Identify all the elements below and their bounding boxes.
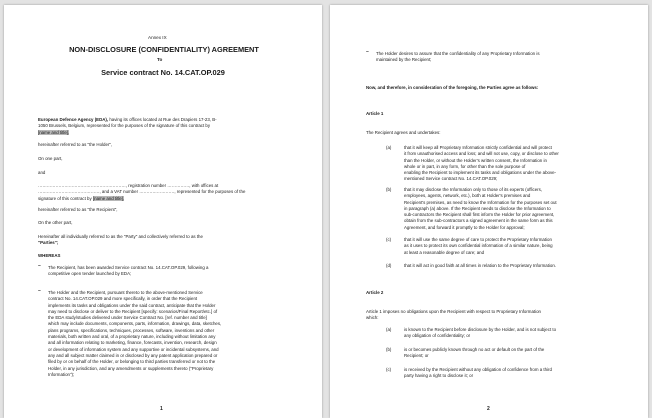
document-page-1 — [4, 5, 322, 418]
eda-paragraph: European Defence Agency (EDA), having its offices located at Rue des Drapiers 17-23, B- 1050 Brussels, Belgium, represented for the purposes of the signature of this contract by [name and title], — [38, 117, 217, 135]
item-1b: that it may disclose the Information only to those of its experts (officers, employees, agents, network, etc.), both at Holder's premises and Recipient's premises, as need to know the Information for the purposes set out in paragraph (a) above. If the Recipient needs to disclose the Information to sub-contractors the Recipient shall first inform the Holder for prior agreement, obtain from the sub-contractors a signed agreement in the same form as this Agreement, and forward it promptly to the Holder for approval; — [404, 187, 557, 230]
one-part: On one part, — [38, 156, 63, 161]
recipient-reference: hereinafter referred to as "the Recipient", — [38, 207, 118, 212]
bullet-dash-2: – — [38, 288, 41, 294]
to-label: To — [157, 57, 163, 62]
item-2c-label: (c) — [386, 367, 392, 372]
item-1a: that it will keep all Proprietary Information strictly confidential and will protect it from unauthorised access and loss; and will not use, copy, or disclose to other than the Holder, or without the Holder's written consent, the Information in whole or in part, in any form, for other than the sole purpose of enabling the Recipient to implement its tasks and obligations under the above- mentioned Service contract No. 14.CAT.OP.029; — [404, 145, 559, 182]
holder-desire: The Holder desires to assure that the confidentiality of any Proprietary Information is maintained by the Recipient; — [376, 51, 540, 63]
whereas-item-2: The Holder and the Recipient, pursuant thereto to the above-mentioned Service contract No. 14.CAT.OP.029 and more specifically, in order that the Recipient implements its tasks and obligations under the said contract, anticipate that the Holder may need to disclose or deliver to the Recipient [specify: scenarios/Final Report/etc.] of the EDA study/studies delivered under Service Contract No. [ref. number and title] which may include documents, components, parts, information, drawings, data, sketches, plans programs, specifications, techniques, processes, software, inventions and other materials, both written and oral, of a proprietary nature, including without limitation any and all information relating to marketing, finance, forecasts, invention, research, design or development of information system and any supportive or incidental subsystems, and any and all subject matter claimed in or disclosed by any patent application prepared or filed by or on behalf of the Holder, or belonging to third parties transferred or not to the Holder, in any jurisdiction, and any amendments or supplements thereto ("Proprietary Information"); — [48, 290, 222, 377]
document-page-2 — [330, 5, 648, 418]
item-2a: is known to the Recipient before disclosure by the Holder, and is not subject to any obligation of confidentiality; or — [404, 327, 557, 339]
article-1-heading: Article 1 — [366, 111, 384, 116]
other-part: On the other part, — [38, 220, 73, 225]
item-1c: that it will use the same degree of care to protect the Proprietary Information as it uses to protect its own confidential information of a similar nature, being at least a reasonable degree of care; and — [404, 237, 553, 255]
undertakes-text: The Recipient agrees and undertakes: — [366, 130, 441, 135]
whereas-item-1: The Recipient, has been awarded Service contract No. 14.CAT.OP.029, following a competitive open tender launched by EDA; — [48, 265, 209, 277]
annex-label: Annex IX — [148, 35, 167, 40]
recipient-paragraph: ……………………………………………………, registration number ……………, with offices at ……………………………………, and a VAT number ……………………, represented for the purposes of the signature of this contract by [name and title], — [38, 183, 246, 201]
holder-reference: hereinafter referred to as "the Holder", — [38, 142, 113, 147]
now-therefore: Now, and therefore, in consideration of the foregoing, the Parties agree as follows: — [366, 85, 539, 90]
page-number: 2 — [487, 406, 490, 412]
item-2c: is received by the Recipient without any obligation of confidence from a third party having a right to disclose it; or — [404, 367, 552, 379]
article-2-heading: Article 2 — [366, 290, 384, 295]
item-2b-label: (b) — [386, 347, 392, 352]
bullet-dash-3: – — [366, 49, 369, 55]
and-label: and — [38, 170, 46, 175]
article-2-intro: Article 1 imposes no obligations upon the Recipient with respect to Proprietary Information which: — [366, 309, 541, 321]
item-1a-label: (a) — [386, 145, 392, 150]
item-1d-label: (d) — [386, 263, 392, 268]
whereas-heading: WHEREAS — [38, 253, 61, 258]
contract-title: Service contract No. 14.CAT.OP.029 — [101, 68, 225, 77]
item-1d: that it will act in good faith at all times in relation to the Proprietary Information. — [404, 263, 557, 268]
item-2a-label: (a) — [386, 327, 392, 332]
bullet-dash-1: – — [38, 263, 41, 269]
agreement-title: NON-DISCLOSURE (CONFIDENTIALITY) AGREEMENT — [69, 45, 259, 54]
page-number: 1 — [160, 406, 163, 412]
item-2b: is or becomes publicly known through no act or default on the part of the Recipient; or — [404, 347, 545, 359]
item-1c-label: (c) — [386, 237, 392, 242]
parties-paragraph: Hereinafter all individually referred to as the "Party" and collectively referred to as the "Parties"; — [38, 234, 203, 246]
highlight-recipient-name: [name and title], — [92, 195, 125, 201]
item-1b-label: (b) — [386, 187, 392, 192]
highlight-name-title: [name and title], — [38, 129, 70, 135]
